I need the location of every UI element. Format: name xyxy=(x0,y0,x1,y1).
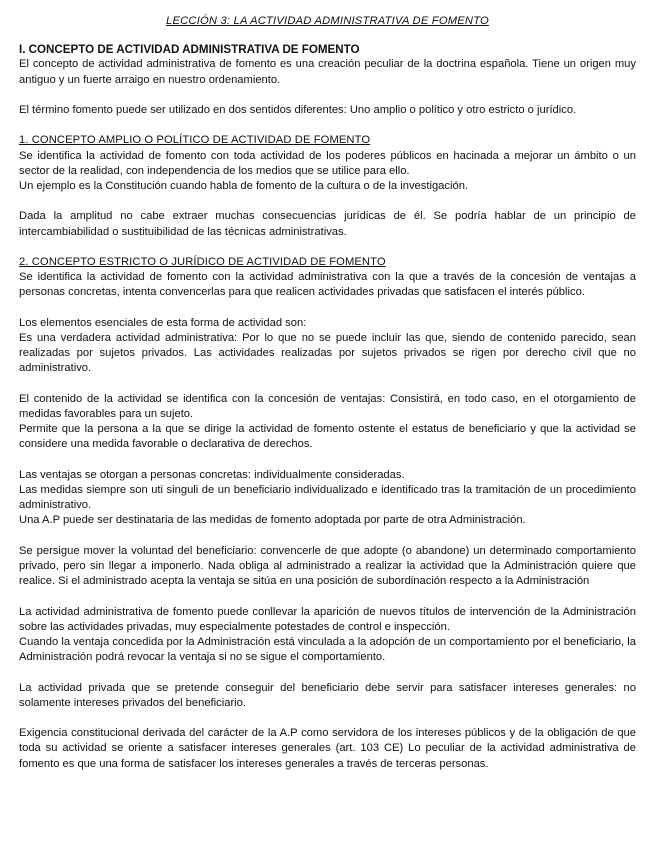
paragraph: La actividad administrativa de fomento puede conllevar la aparición de nuevos títulos de intervención de la Administración sobre las actividades privadas, muy especialmente potestades de control e inspección. xyxy=(19,605,636,633)
paragraph: Las ventajas se otorgan a personas concretas: individualmente consideradas. xyxy=(19,468,405,481)
spacer xyxy=(19,665,636,680)
document-page xyxy=(19,14,636,772)
paragraph: Es una verdadera actividad administrativa: Por lo que no se puede incluir las que, siendo de contenido parecido, sean realizadas por sujetos privados. Las actividades realizadas por sujetos privados se rigen por derecho civil que no administrativo. xyxy=(19,331,636,375)
paragraph: El término fomento puede ser utilizado en dos sentidos diferentes: Uno amplio o político y otro estricto o jurídico. xyxy=(19,104,577,116)
spacer xyxy=(19,711,636,726)
paragraph: La actividad privada que se pretende conseguir del beneficiario debe servir para satisfacer intereses generales: no solamente intereses privados del beneficiario. xyxy=(19,681,636,709)
paragraph: Una A.P puede ser destinataria de las medidas de fomento adoptada por parte de otra Administración. xyxy=(19,514,526,527)
document-title: LECCIÓN 3: LA ACTIVIDAD ADMINISTRATIVA DE FOMENTO xyxy=(166,15,489,27)
section-heading-concepto-estricto: 2. CONCEPTO ESTRICTO O JURÍDICO DE ACTIVIDAD DE FOMENTO xyxy=(19,255,386,268)
paragraph: El concepto de actividad administrativa de fomento es una creación peculiar de la doctrina española. Tiene un origen muy antiguo y un fuerte arraigo en nuestro ordenamiento. xyxy=(19,58,636,86)
spacer xyxy=(19,589,636,604)
paragraph: Se identifica la actividad de fomento con toda actividad de los poderes públicos en hacinada a mejorar un ámbito o un sector de la realidad, con independencia de los medios que se utilice para ello. xyxy=(19,149,636,177)
paragraph: Permite que la persona a la que se dirige la actividad de fomento ostente el estatus de beneficiario y que la actividad se considere una medida favorable o declarativa de derechos. xyxy=(19,423,636,451)
paragraph: Un ejemplo es la Constitución cuando habla de fomento de la cultura o de la investigación. xyxy=(19,180,469,192)
spacer xyxy=(19,377,636,392)
spacer xyxy=(19,118,636,133)
paragraph: Los elementos esenciales de esta forma de actividad son: xyxy=(19,316,307,329)
spacer xyxy=(19,194,636,209)
spacer xyxy=(19,301,636,316)
section-heading-concepto-amplio: 1. CONCEPTO AMPLIO O POLÍTICO DE ACTIVIDAD DE FOMENTO xyxy=(19,134,371,147)
spacer xyxy=(19,453,636,468)
paragraph: Exigencia constitucional derivada del carácter de la A.P como servidora de los intereses públicos y de la obligación de que toda su actividad se oriente a satisfacer intereses generales (art. 103 CE) Lo peculiar de la actividad administrativa de fomento es que una forma de satisfacer los intereses generales a través de terceras personas. xyxy=(19,727,636,770)
paragraph: Las medidas siempre son uti singuli de un beneficiario individualizado e identificado tras la tramitación de un procedimiento administrativo. xyxy=(19,483,636,512)
paragraph: Se identifica la actividad de fomento con la actividad administrativa con la que a través de la concesión de ventajas a personas concretas, intenta convencerlas para que realicen actividades privadas que satisfacen el interés público. xyxy=(19,271,636,299)
spacer xyxy=(19,529,636,544)
paragraph: Dada la amplitud no cabe extraer muchas consecuencias jurídicas de él. Se podría hablar de un principio de intercambiabilidad o sustituibilidad de las técnicas administrativas. xyxy=(19,210,636,238)
section-heading-concepto: I. CONCEPTO DE ACTIVIDAD ADMINISTRATIVA DE FOMENTO xyxy=(19,43,360,57)
spacer xyxy=(19,240,636,255)
paragraph: Se persigue mover la voluntad del beneficiario: convencerle de que adopte (o abandone) un determinado comportamiento privado, pero sin llegar a imponerlo. Nada obliga al administrado a realizar la actividad que la Administración quiere que realice. Si el administrado acepta la ventaja se sitúa en una posición de subordinación respecto a la Administración xyxy=(19,544,636,588)
paragraph: Cuando la ventaja concedida por la Administración está vinculada a la adopción de un comportamiento por el beneficiario, la Administración podrá revocar la ventaja si no se sigue el comportamiento. xyxy=(19,635,636,664)
spacer xyxy=(19,88,636,103)
paragraph: El contenido de la actividad se identifica con la concesión de ventajas: Consistirá, en todo caso, en el otorgamiento de medidas favorables para un sujeto. xyxy=(19,392,636,420)
